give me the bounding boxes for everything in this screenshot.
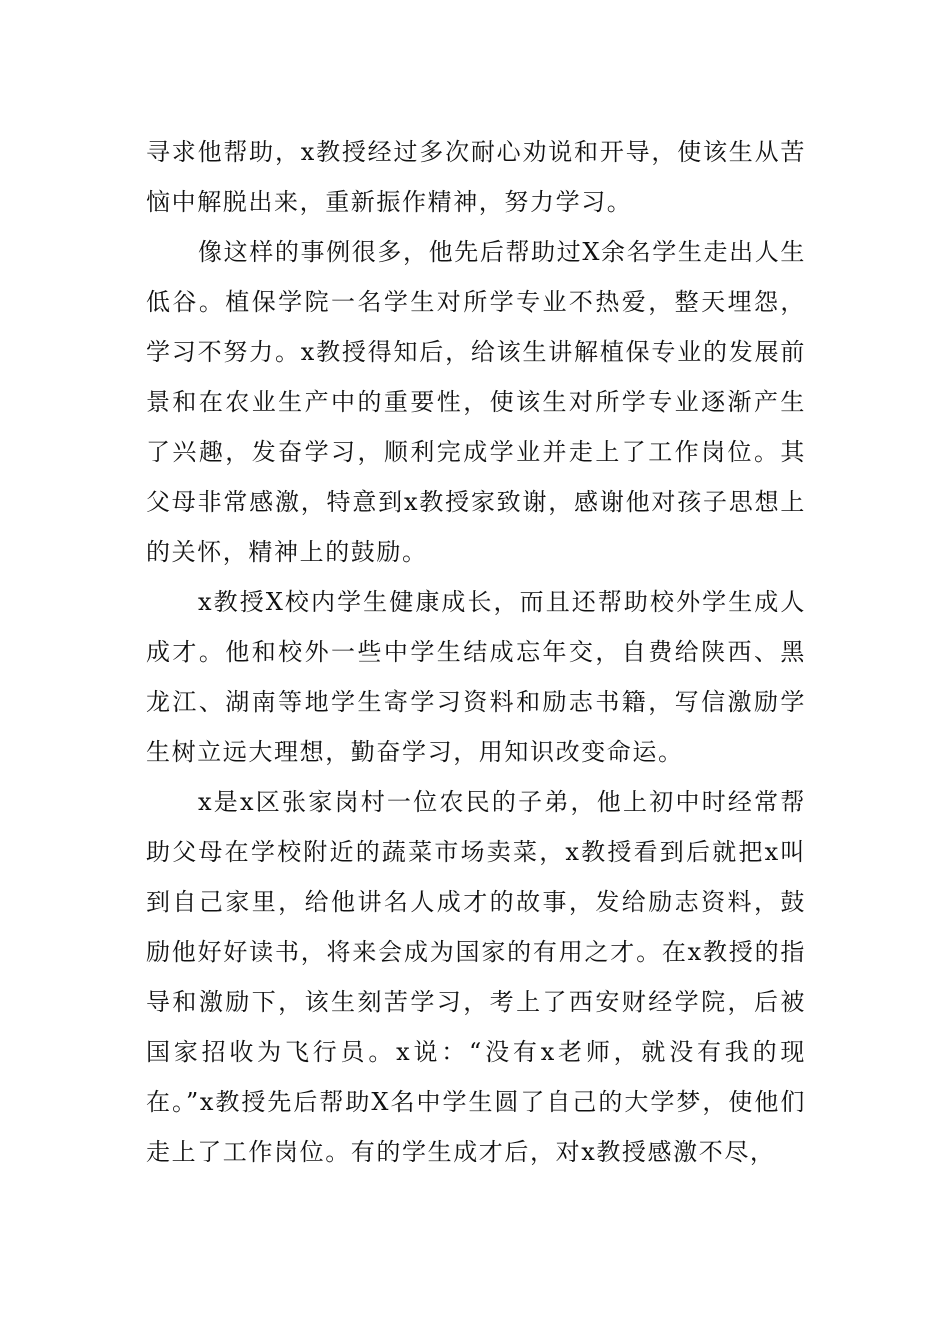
paragraph-3: x教授X校内学生健康成长，而且还帮助校外学生成人成才。他和校外一些中学生结成忘年交，自费给陕西、黑龙江、湖南等地学生寄学习资料和励志书籍，写信激励学生树立远大理想，勤奋学习，用知识改变命运。 [146,588,806,766]
paragraph-2: 像这样的事例很多，他先后帮助过X余名学生走出人生低谷。植保学院一名学生对所学专业不热爱，整天埋怨，学习不努力。x教授得知后，给该生讲解植保专业的发展前景和在农业生产中的重要性，使该生对所学专业逐渐产生了兴趣，发奋学习，顺利完成学业并走上了工作岗位。其父母非常感激，特意到x教授家致谢，感谢他对孩子思想上的关怀，精神上的鼓励。 [146,238,806,566]
paragraph-4: x是x区张家岗村一位农民的子弟，他上初中时经常帮助父母在学校附近的蔬菜市场卖菜，x教授看到后就把x叫到自己家里，给他讲名人成才的故事，发给励志资料，鼓励他好好读书，将来会成为国家的有用之才。在x教授的指导和激励下，该生刻苦学习，考上了西安财经学院，后被国家招收为飞行员。x说：“没有x老师，就没有我的现在。”x教授先后帮助X名中学生圆了自己的大学梦，使他们走上了工作岗位。有的学生成才后，对x教授感激不尽， [146,788,806,1166]
document-body [146,127,806,1177]
paragraph-1: 寻求他帮助，x教授经过多次耐心劝说和开导，使该生从苦恼中解脱出来，重新振作精神，努力学习。 [146,138,806,216]
